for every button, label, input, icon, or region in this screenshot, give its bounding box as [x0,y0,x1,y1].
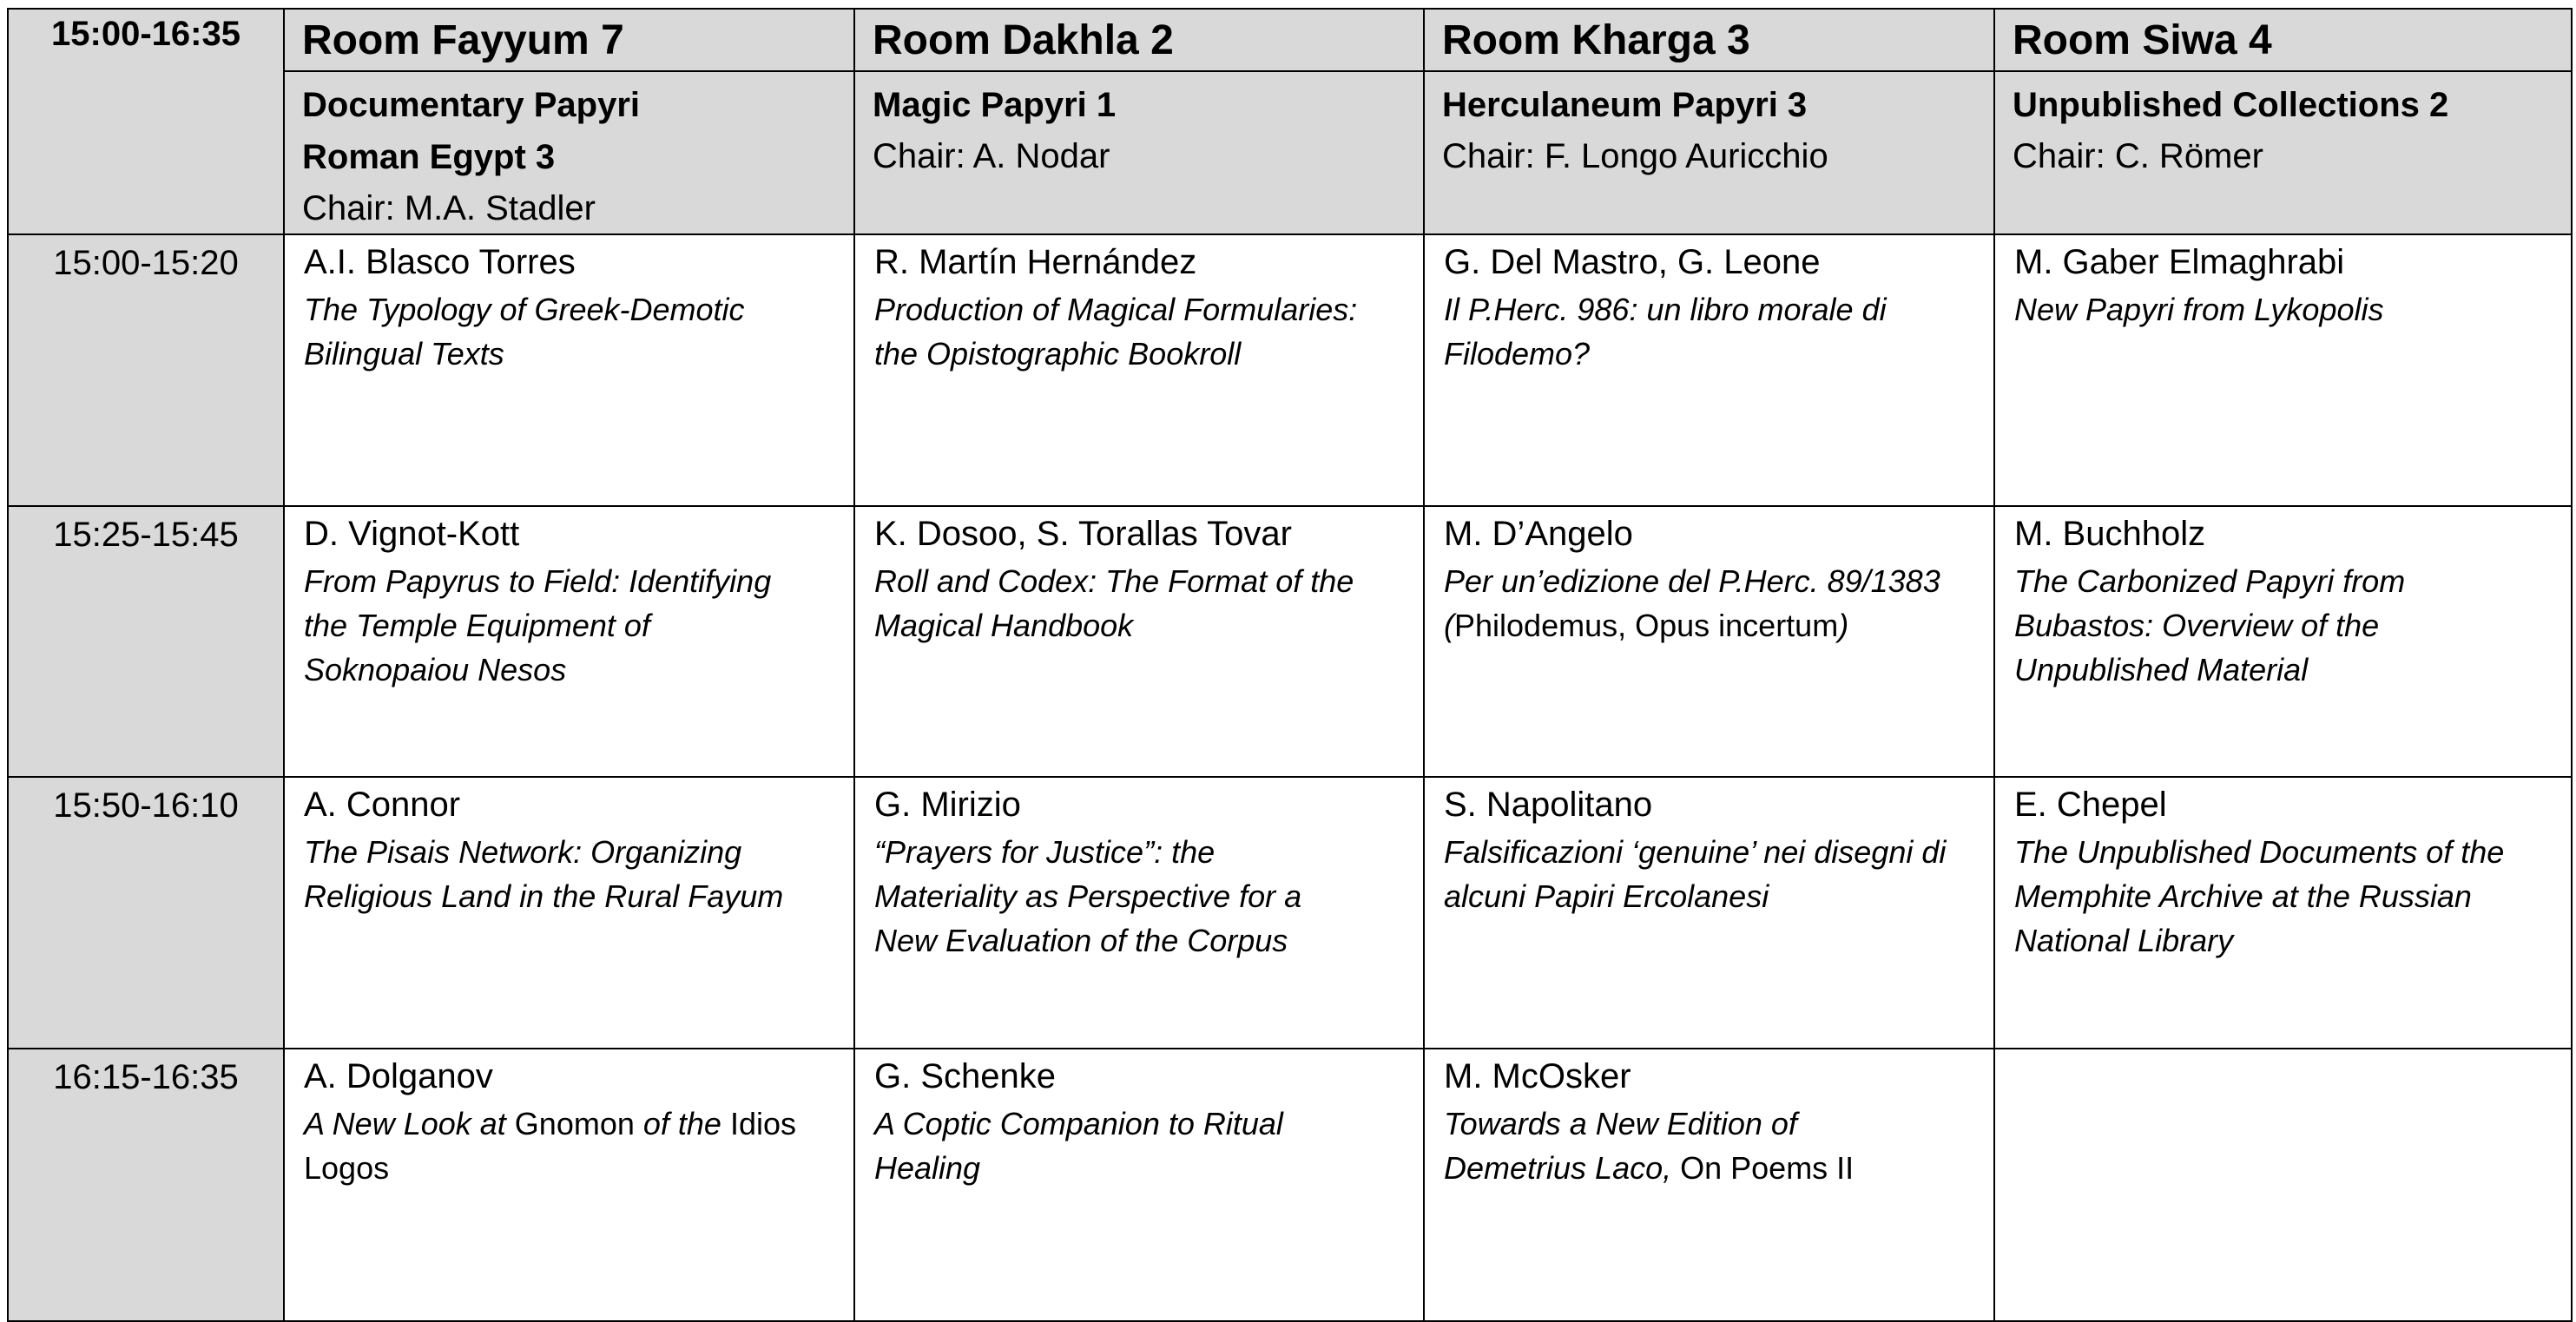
talk-title-text: the Opistographic Bookroll [874,336,1242,372]
talk-cell [1424,777,1994,1049]
talk-title-text: New Evaluation of the Corpus [874,923,1288,958]
slot-row [8,777,2572,1049]
talk-speaker: M. Gaber Elmaghrabi [2014,243,2345,281]
talk-title-line [304,1146,834,1190]
session-cell [284,71,854,234]
talk-title-line [304,648,834,692]
talk-cell [1994,234,2572,506]
room-header-row [8,9,2572,71]
talk-speaker: G. Schenke [874,1057,1057,1095]
talk-title-text: Healing [874,1150,981,1186]
talk-title-text: The Carbonized Papyri from [2014,563,2406,599]
talk-title-text: Roll and Codex: The Format of the [874,563,1354,599]
talk-title-line [874,603,1404,648]
talk-title-text: “Prayers for Justice”: the [874,834,1216,870]
talk-title-line [1444,332,1974,376]
talk-speaker: R. Martín Hernández [874,243,1197,281]
talk-title-text: alcuni Papiri Ercolanesi [1444,878,1769,914]
talk-title-line [1444,1102,1974,1146]
talk-title-line [2014,603,2552,648]
session-row [8,71,2572,234]
talk-cell [1994,506,2572,777]
talk-title-text: Idios [729,1106,796,1141]
talk-title-line [2014,830,2552,874]
talk-speaker: A.I. Blasco Torres [304,243,576,281]
talk-title-line [2014,287,2552,332]
slot-time: 16:15-16:35 [8,1049,284,1321]
talk-title-line [874,1102,1404,1146]
slot-time: 15:50-16:10 [8,777,284,1049]
talk-speaker: A. Dolganov [304,1057,493,1095]
talk-title-text: ) [1838,608,1849,643]
talk-speaker: E. Chepel [2014,786,2167,824]
session-title: Unpublished Collections 2 [2013,86,2449,124]
talk-title-line [1444,830,1974,874]
talk-title-line [2014,648,2552,692]
talk-title-text: Religious Land in the Rural Fayum [304,878,784,914]
session-title: Herculaneum Papyri 3 [1442,86,1808,124]
session-title: Magic Papyri 1 [873,86,1117,124]
talk-title-text: Materiality as Perspective for a [874,878,1302,914]
talk-title-line [1444,1146,1974,1190]
talk-title-text: The Unpublished Documents of the [2014,834,2505,870]
talk-speaker: D. Vignot-Kott [304,515,520,553]
talk-title-line [874,287,1404,332]
session-cell [854,71,1424,234]
talk-title-text: ( [1444,608,1454,643]
session-cell [1994,71,2572,234]
talk-speaker: A. Connor [304,786,461,824]
room-name-dakhla: Room Dakhla 2 [854,9,1424,71]
talk-title-text: Il P.Herc. 986: un libro morale di [1444,292,1887,327]
block-time: 15:00-16:35 [8,9,284,234]
talk-speaker: K. Dosoo, S. Torallas Tovar [874,515,1292,553]
talk-title-text: A New Look at [304,1106,515,1141]
talk-title-line [304,559,834,603]
session-chair: Chair: A. Nodar [873,137,1110,175]
talk-title-line [874,1146,1404,1190]
session-chair: Chair: M.A. Stadler [302,189,596,227]
talk-title-line [304,603,834,648]
talk-cell [1424,234,1994,506]
talk-title-text: Towards a New Edition of [1444,1106,1797,1141]
talk-speaker: S. Napolitano [1444,786,1653,824]
talk-speaker: M. Buchholz [2014,515,2206,553]
talk-title-line [1444,559,1974,603]
talk-title-line [304,1102,834,1146]
talk-title-text: Gnomon [514,1106,635,1141]
talk-title-line [304,874,834,918]
talk-title-line [1444,287,1974,332]
talk-title-text: Memphite Archive at the Russian [2014,878,2472,914]
talk-title-text: Per un’edizione del P.Herc. 89/1383 [1444,563,1940,599]
talk-title-line [304,332,834,376]
talk-title-line [2014,874,2552,918]
session-chair: Chair: C. Römer [2013,137,2263,175]
talk-title-text: Falsificazioni ‘genuine’ nei disegni di [1444,834,1947,870]
talk-title-line [874,559,1404,603]
talk-title-line [1444,603,1974,648]
session-title: Roman Egypt 3 [302,138,556,176]
talk-title-text: The Typology of Greek-Demotic [304,292,745,327]
talk-cell [284,506,854,777]
talk-title-line [874,830,1404,874]
talk-title-text: Unpublished Material [2014,652,2309,687]
talk-title-line [2014,918,2552,963]
talk-cell [854,777,1424,1049]
talk-cell [284,1049,854,1321]
talk-title-line [874,874,1404,918]
talk-cell [1424,506,1994,777]
slot-row [8,234,2572,506]
talk-title-text: New Papyri from Lykopolis [2014,292,2384,327]
talk-title-text: Magical Handbook [874,608,1134,643]
talk-title-text: Bubastos: Overview of the [2014,608,2380,643]
talk-title-line [874,332,1404,376]
talk-cell [854,1049,1424,1321]
session-cell [1424,71,1994,234]
session-chair: Chair: F. Longo Auricchio [1442,137,1828,175]
talk-title-line [304,287,834,332]
talk-speaker: M. McOsker [1444,1057,1631,1095]
talk-title-line [2014,559,2552,603]
talk-title-text: Philodemus, Opus incertum [1454,608,1839,643]
talk-cell [284,234,854,506]
empty-cell [1994,1049,2572,1321]
talk-title-text: A Coptic Companion to Ritual [874,1106,1283,1141]
talk-title-text: National Library [2014,923,2234,958]
slot-row [8,506,2572,777]
talk-title-text: Demetrius Laco, [1444,1150,1681,1186]
room-name-kharga: Room Kharga 3 [1424,9,1994,71]
slot-time: 15:00-15:20 [8,234,284,506]
talk-title-text: From Papyrus to Field: Identifying [304,563,772,599]
schedule-table [7,8,2573,1322]
talk-title-text: Soknopaiou Nesos [304,652,567,687]
talk-title-text: Filodemo? [1444,336,1591,372]
slot-row [8,1049,2572,1321]
talk-title-line [1444,874,1974,918]
room-name-siwa: Room Siwa 4 [1994,9,2572,71]
talk-title-text: The Pisais Network: Organizing [304,834,742,870]
talk-title-text: Bilingual Texts [304,336,504,372]
slot-time: 15:25-15:45 [8,506,284,777]
talk-title-line [874,918,1404,963]
talk-speaker: G. Mirizio [874,786,1021,824]
talk-cell [1424,1049,1994,1321]
talk-title-text: of the [634,1106,730,1141]
talk-title-text: Production of Magical Formularies: [874,292,1358,327]
talk-speaker: G. Del Mastro, G. Leone [1444,243,1821,281]
talk-title-text: On Poems II [1680,1150,1855,1186]
talk-cell [854,506,1424,777]
talk-cell [284,777,854,1049]
talk-title-text: the Temple Equipment of [304,608,650,643]
talk-cell [854,234,1424,506]
room-name-fayyum: Room Fayyum 7 [284,9,854,71]
session-title: Documentary Papyri [302,86,641,124]
talk-speaker: M. D’Angelo [1444,515,1633,553]
talk-title-text: Logos [304,1150,390,1186]
talk-title-line [304,830,834,874]
talk-cell [1994,777,2572,1049]
